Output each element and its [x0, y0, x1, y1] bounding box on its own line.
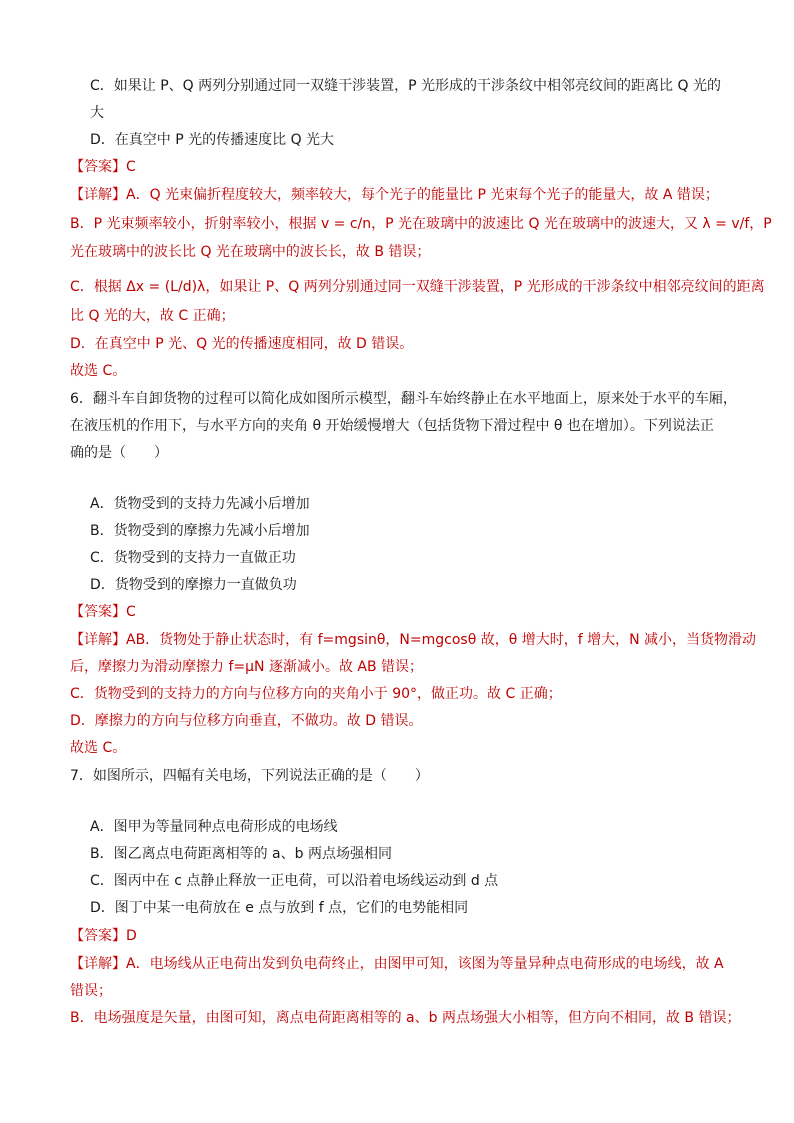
q7-option-c: C．图丙中在 c 点静止释放一正电荷，可以沿着电场线运动到 d 点 [90, 873, 499, 889]
q5-answer: 【答案】C [70, 159, 136, 175]
q6-option-a: A．货物受到的支持力先减小后增加 [90, 496, 310, 512]
q6-explanation-line: D．摩擦力的方向与位移方向垂直，不做功。故 D 错误。 [70, 713, 423, 729]
q5-choice: 故选 C。 [70, 363, 127, 379]
q6-explanation-line: 后，摩擦力为滑动摩擦力 f=μN 逐渐减小。故 AB 错误； [70, 659, 424, 675]
q6-option-c: C．货物受到的支持力一直做正功 [90, 550, 296, 566]
q6-answer: 【答案】C [70, 604, 136, 620]
q6-explanation-line: 【详解】AB．货物处于静止状态时，有 f=mgsinθ，N=mgcosθ 故，θ 增大时，f 增大，N 减小，当货物滑动 [70, 632, 757, 648]
q6-stem-line: 确的是（ ） [70, 445, 168, 461]
q5-option-c-line2: 大 [90, 105, 104, 121]
q5-explanation-line: 比 Q 光的大，故 C 正确； [70, 308, 235, 324]
q7-answer: 【答案】D [70, 928, 137, 944]
q5-option-c-line1: C．如果让 P、Q 两列分别通过同一双缝干涉装置，P 光形成的干涉条纹中相邻亮纹间的距离比 Q 光的 [90, 78, 721, 94]
q7-option-b: B．图乙离点电荷距离相等的 a、b 两点场强相同 [90, 846, 392, 862]
q5-option-d: D．在真空中 P 光的传播速度比 Q 光大 [90, 132, 335, 148]
q6-choice: 故选 C。 [70, 740, 127, 756]
q6-option-b: B．货物受到的摩擦力先减小后增加 [90, 523, 310, 539]
q6-explanation-line: C．货物受到的支持力的方向与位移方向的夹角小于 90°，做正功。故 C 正确； [70, 686, 562, 702]
q5-explanation-line: D．在真空中 P 光、Q 光的传播速度相同，故 D 错误。 [70, 336, 414, 352]
q7-option-d: D．图丁中某一电荷放在 e 点与放到 f 点，它们的电势能相同 [90, 900, 469, 916]
q7-stem: 7．如图所示，四幅有关电场，下列说法正确的是（ ） [70, 768, 429, 784]
q6-stem-line: 6．翻斗车自卸货物的过程可以简化成如图所示模型，翻斗车始终静止在水平地面上，原来处于水平的车厢， [70, 391, 737, 407]
q5-explanation-line: C．根据 Δx = (L/d)λ，如果让 P、Q 两列分别通过同一双缝干涉装置，P 光形成的干涉条纹中相邻亮纹间的距离 [70, 279, 765, 295]
q5-explanation-line: 光在玻璃中的波长比 Q 光在玻璃中的波长长，故 B 错误； [70, 244, 431, 260]
q7-explanation-line: B．电场强度是矢量，由图可知，离点电荷距离相等的 a、b 两点场强大小相等，但方向不相同，故 B 错误； [70, 1010, 741, 1026]
q6-stem-line: 在液压机的作用下，与水平方向的夹角 θ 开始缓慢增大（包括货物下滑过程中 θ 也在增加）。下列说法正 [70, 418, 714, 434]
q7-explanation-line: 错误； [70, 983, 112, 999]
q7-explanation-line: 【详解】A．电场线从正电荷出发到负电荷终止，由图甲可知，该图为等量异种点电荷形成的电场线，故 A [70, 956, 724, 972]
q5-explanation-line: B．P 光束频率较小，折射率较小，根据 v = c/n，P 光在玻璃中的波速比 Q 光在玻璃中的波速大，又 λ = v/f，P [70, 216, 772, 232]
q5-explanation-line: 【详解】A．Q 光束偏折程度较大，频率较大，每个光子的能量比 P 光束每个光子的能量大，故 A 错误； [70, 187, 719, 203]
q6-option-d: D．货物受到的摩擦力一直做负功 [90, 577, 297, 593]
q7-option-a: A．图甲为等量同种点电荷形成的电场线 [90, 819, 338, 835]
